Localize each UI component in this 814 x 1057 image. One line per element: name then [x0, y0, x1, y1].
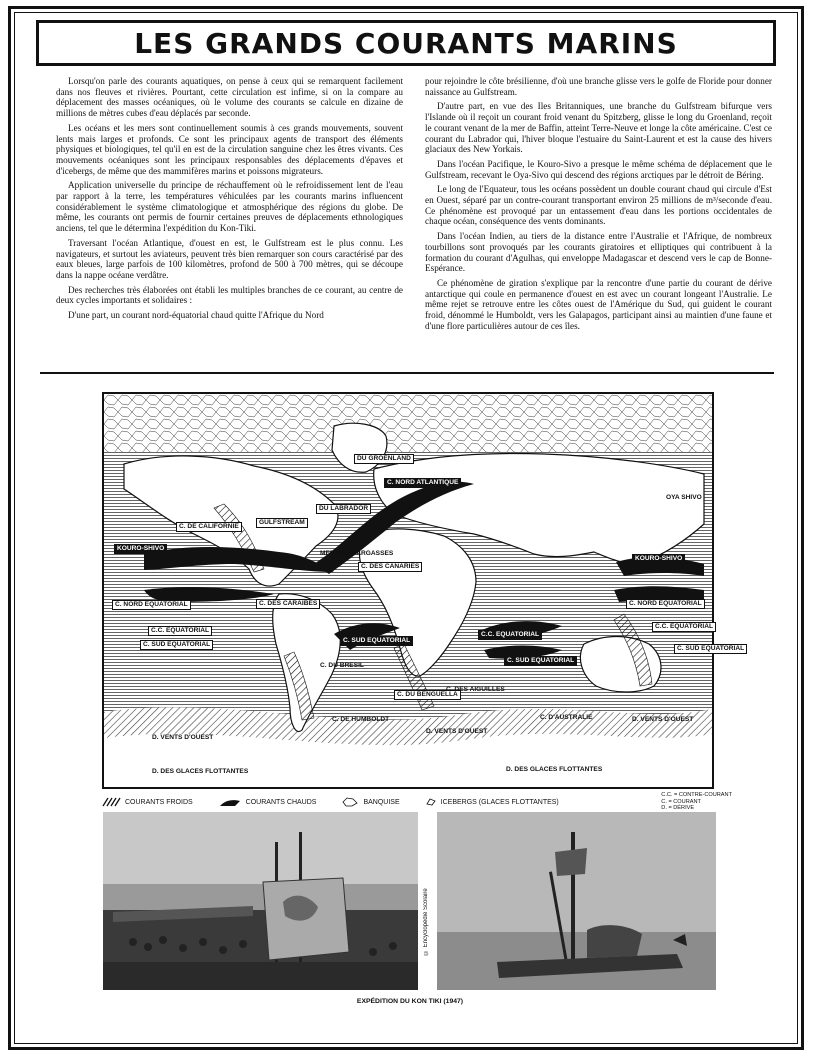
paragraph: Ce phénomène de giration s'explique par la rencontre d'une partie du courant de dérive antarctique qui coule en permanence d'ouest en est avec un courant longeant l'Australie. Le même rejet se retrouve entre les côtes ouest de l'Amérique du Sud, qui guident le courant froid, dénommé le Humboldt, vers les Galapagos, participant ainsi au maintien d'une faune et d'une flore particulières autour de ces îles.: [425, 277, 772, 331]
map-label-oya-shivo: OYA SHIVO: [666, 494, 702, 501]
ocean-currents-map: [102, 392, 745, 789]
article-column-left: [56, 76, 403, 364]
title-box: [36, 20, 776, 66]
kon-tiki-photo-sea: [437, 812, 716, 990]
map-label-kouro-shivo-east: KOURO-SHIVO: [632, 554, 685, 564]
copyright-notice: © Encyclopédie Scolaire: [423, 888, 429, 956]
map-label-glaces-1: D. DES GLACES FLOTTANTES: [152, 768, 249, 775]
map-label-humboldt: C. DE HUMBOLDT: [332, 716, 390, 723]
map-label-cc-equatorial-indian: C.C. EQUATORIAL: [478, 630, 542, 640]
legend-abbreviations: [661, 792, 732, 811]
map-label-canaries: C. DES CANARIES: [358, 562, 422, 572]
map-label-cc-equatorial-east: C.C. EQUATORIAL: [652, 622, 716, 632]
map-label-gulfstream: GULFSTREAM: [256, 518, 308, 528]
map-label-groenland: DU GROENLAND: [354, 454, 414, 464]
map-label-vents-ouest-3: D. VENTS D'OUEST: [632, 716, 694, 723]
map-label-sud-equatorial-east: C. SUD EQUATORIAL: [674, 644, 747, 654]
map-label-australie: C. D'AUSTRALIE: [540, 714, 593, 721]
map-label-caraibes: C. DES CARAIBES: [256, 599, 320, 609]
paragraph: D'autre part, en vue des Iles Britanniques, une branche du Gulfstream bifurque vers l'Islande où il reçoit un courant froid venant du Spitzberg, glisse le long du Groenland, reçoit le courant venant de la mer de Baffin, atteint Terre-Neuve et longe la côte américaine. C'est ce courant du Labrador qui, l'hiver bloque l'estuaire du Saint-Laurent et est la cause des hivers glaciaux des New Yorkais.: [425, 101, 772, 155]
legend-label: COURANTS CHAUDS: [245, 798, 317, 806]
raft-departure-photo: [103, 812, 418, 990]
pack-ice-icon: [342, 797, 358, 807]
legend-item-icebergs: [426, 798, 559, 806]
legend-label: BANQUISE: [363, 798, 400, 806]
map-legend: [102, 794, 732, 810]
map-label-glaces-2: D. DES GLACES FLOTTANTES: [506, 766, 603, 773]
map-label-nord-equatorial-west: C. NORD EQUATORIAL: [112, 600, 191, 610]
map-label-labrador: DU LABRADOR: [316, 504, 371, 514]
map-label-sud-equatorial-indian: C. SUD EQUATORIAL: [504, 656, 577, 666]
map-label-aiguilles: C. DES AIGUILLES: [446, 686, 505, 693]
map-label-sargasses: MER DES SARGASSES: [320, 550, 394, 557]
map-label-sud-equatorial-atlantic: C. SUD EQUATORIAL: [340, 636, 413, 646]
map-label-vents-ouest-2: D. VENTS D'OUEST: [426, 728, 488, 735]
paragraph: Lorsqu'on parle des courants aquatiques, on pense à ceux qui se remarquent facilement dans nos fleuves et rivières. Pourtant, cette circulation est infime, si on la compare au déplacement des masses océaniques, où le volume des courants se calcule en dizaine de millions de mètres cubes d'eau déplacés par seconde.: [56, 76, 403, 119]
iceberg-icon: [426, 798, 436, 806]
map-label-benguella: C. DU BENGUELLA: [394, 690, 461, 700]
world-map-drawing: [104, 394, 712, 787]
map-label-sud-equatorial-west: C. SUD EQUATORIAL: [140, 640, 213, 650]
kon-tiki-photo-crowd: [103, 812, 418, 990]
abbr-c: C. = COURANT: [661, 798, 701, 805]
legend-label: COURANTS FROIDS: [125, 798, 193, 806]
legend-item-warm: [219, 798, 317, 807]
map-label-cc-equatorial-west: C.C. EQUATORIAL: [148, 626, 212, 636]
warm-current-icon: [219, 798, 241, 807]
legend-item-ice: [342, 797, 399, 807]
paragraph: Des recherches très élaborées ont établi les multiples branches de ce courant, au centre de deux cycles importants et solidaires :: [56, 284, 403, 306]
paragraph: D'une part, un courant nord-équatorial chaud quitte l'Afrique du Nord: [68, 310, 324, 321]
divider: [40, 372, 774, 374]
paragraph: Traversant l'océan Atlantique, d'ouest en est, le Gulfstream est le plus connu. Les navigateurs, et surtout les aviateurs, peuvent très bien remarquer son cours caractérisé par des eaux bleues, large parfois de 100 kilomètres, profond de 500 à 700 mètres, qui se découpe dans la nappe océane verdâtre.: [56, 237, 403, 280]
map-label-nord-atlantique: C. NORD ATLANTIQUE: [384, 478, 461, 488]
paragraph: Dans l'océan Pacifique, le Kouro-Sivo a presque le même schéma de déplacement que le Gulfstream, recevant le Oya-Sivo qui descend des régions arctiques par le détroit de Béring.: [425, 158, 772, 180]
paragraph: Dans l'océan Indien, au tiers de la distance entre l'Australie et l'Afrique, de nombreux tourbillons sont provoqués par les courants giratoires et elliptiques qui contribuent à la formation du courant d'Agulhas, qui enveloppe Madagascar et descend vers le cap de Bonne-Espérance.: [425, 231, 772, 274]
paragraph: Les océans et les mers sont continuellement soumis à ces grands mouvements, souvent lents mais larges et profonds. Ce sont les principaux agents de transport des éléments physiques et biologiques, tel qu'il en est de la circulation sanguine chez les êtres vivants. Ces mouvements océaniques sont les principaux responsables des déplacements d'épaves et d'icebergs, de même que des mammifères marins et poissons migrateurs.: [56, 122, 403, 176]
raft-at-sea-photo: [437, 812, 716, 990]
legend-item-cold: [102, 798, 193, 806]
paragraph: pour rejoindre le côte brésilienne, d'où une branche glisse vers le golfe de Floride pour donner naissance au Gulfstream.: [425, 76, 772, 97]
map-label-vents-ouest-1: D. VENTS D'OUEST: [152, 734, 214, 741]
map-label-californie: C. DE CALIFORNIE: [176, 522, 242, 532]
map-label-kouro-shivo-west: KOURO-SHIVO: [114, 544, 167, 554]
abbr-d: D. = DÉRIVE: [661, 805, 695, 812]
photo-caption: EXPÉDITION DU KON TIKI (1947): [356, 998, 464, 1005]
legend-label: ICEBERGS (GLACES FLOTTANTES): [440, 798, 559, 806]
map-label-bresil: C. DU BRESIL: [320, 662, 364, 669]
cold-current-icon: [102, 798, 120, 806]
paragraph: Le long de l'Equateur, tous les océans possèdent un double courant chaud qui circule d'Est en Ouest, séparé par un contre-courant transportant environ 25 millions de m³/seconde d'eau. Ce phénomène est provoqué par un entassement d'eau dans les portions occidentales de chaque océan, conséquence des vents dominants.: [425, 184, 772, 227]
map-label-nord-equatorial-east: C. NORD EQUATORIAL: [626, 599, 705, 609]
page-title: LES GRANDS COURANTS MARINS: [134, 26, 678, 60]
article-column-right: [425, 76, 772, 364]
abbr-cc: C.C. = CONTRE-COURANT: [661, 792, 732, 799]
article-columns: [56, 76, 772, 364]
paragraph: Application universelle du principe de réchauffement où le refroidissement lent de l'eau par rapport à la terre, les températures véhiculées par les courants marins influencent considérablement le système climatologique et atmosphérique des régions du globe. De même, les courants ont permis de fournir certaines preuves de déplacements ethnologiques anciens, tel que le détermina l'expédition du Kon-Tiki.: [56, 180, 403, 234]
